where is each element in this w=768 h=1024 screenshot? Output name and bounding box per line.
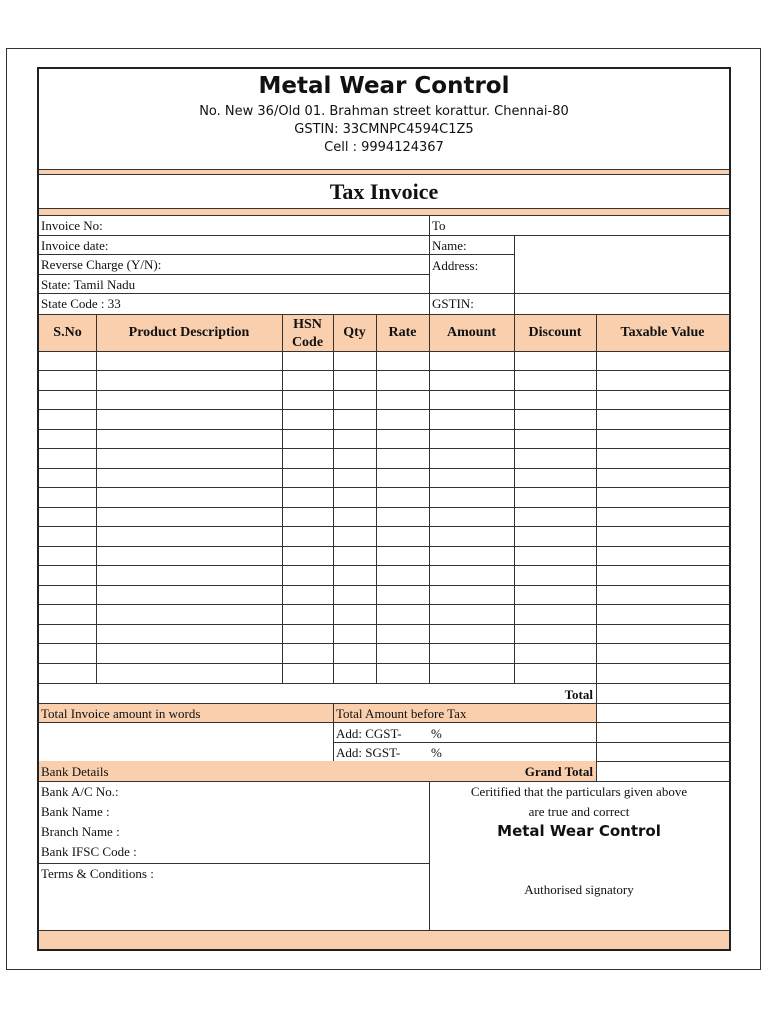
bank-details-label: Bank Details — [41, 764, 109, 779]
col-description-header: Product Description — [128, 325, 250, 340]
branch-name-label: Branch Name : — [41, 824, 120, 839]
amount-in-words-label: Total Invoice amount in words — [41, 706, 201, 721]
bank-ac-label: Bank A/C No.: — [41, 784, 119, 799]
invoice-no-label: Invoice No: — [41, 218, 103, 233]
document-title: Tax Invoice — [329, 179, 439, 204]
table-row — [39, 683, 729, 684]
footer-band — [39, 931, 729, 949]
col-qty-header: Qty — [343, 325, 366, 340]
table-row — [39, 663, 729, 664]
col-sno-header: S.No — [53, 325, 82, 340]
col-hsn-header-line1: HSN — [293, 317, 322, 332]
certification-company: Metal Wear Control — [497, 822, 661, 840]
table-row — [39, 585, 729, 586]
buyer-address-label: Address: — [432, 258, 479, 273]
table-row — [39, 409, 729, 410]
table-row — [39, 507, 729, 508]
table-row — [39, 487, 729, 488]
authorised-signatory: Authorised signatory — [524, 882, 634, 897]
buyer-name-label: Name: — [432, 238, 467, 253]
certification-line1: Ceritified that the particulars given above — [470, 784, 688, 799]
table-row — [39, 370, 729, 371]
bank-name-label: Bank Name : — [41, 804, 110, 819]
col-discount-header: Discount — [528, 325, 582, 340]
table-row — [39, 643, 729, 644]
col-rate-header: Rate — [388, 325, 417, 340]
col-amount-header: Amount — [446, 325, 496, 340]
sgst-label: Add: SGST- — [336, 745, 401, 760]
table-row — [39, 604, 729, 605]
cgst-label: Add: CGST- — [336, 726, 402, 741]
grand-total-label: Grand Total — [524, 764, 593, 779]
col-hsn-header-line2: Code — [291, 335, 324, 350]
col-taxable-header: Taxable Value — [620, 325, 705, 340]
table-row — [39, 468, 729, 469]
company-name: Metal Wear Control — [258, 73, 510, 99]
terms-label: Terms & Conditions : — [41, 866, 154, 881]
company-address: No. New 36/Old 01. Brahman street korattur. Chennai-80 — [199, 104, 569, 119]
invoice-sheet — [37, 67, 731, 951]
buyer-gstin-label: GSTIN: — [432, 296, 474, 311]
total-label: Total — [564, 687, 593, 702]
table-row — [39, 624, 729, 625]
table-row — [39, 448, 729, 449]
title-band — [39, 208, 729, 215]
company-cell: Cell : 9994124367 — [324, 140, 444, 155]
total-before-tax-label: Total Amount before Tax — [336, 706, 467, 721]
sgst-percent: % — [431, 745, 442, 760]
table-row — [39, 565, 729, 566]
table-row — [39, 390, 729, 391]
ifsc-label: Bank IFSC Code : — [41, 844, 137, 859]
reverse-charge-label: Reverse Charge (Y/N): — [41, 257, 162, 272]
invoice-date-label: Invoice date: — [41, 238, 109, 253]
table-row — [39, 546, 729, 547]
certification-line2: are true and correct — [528, 804, 630, 819]
company-gstin: GSTIN: 33CMNPC4594C1Z5 — [294, 122, 474, 137]
table-row — [39, 526, 729, 527]
cgst-percent: % — [431, 726, 442, 741]
state-label: State: Tamil Nadu — [41, 277, 136, 292]
table-row — [39, 429, 729, 430]
state-code-label: State Code : 33 — [41, 296, 121, 311]
to-label: To — [432, 218, 446, 233]
